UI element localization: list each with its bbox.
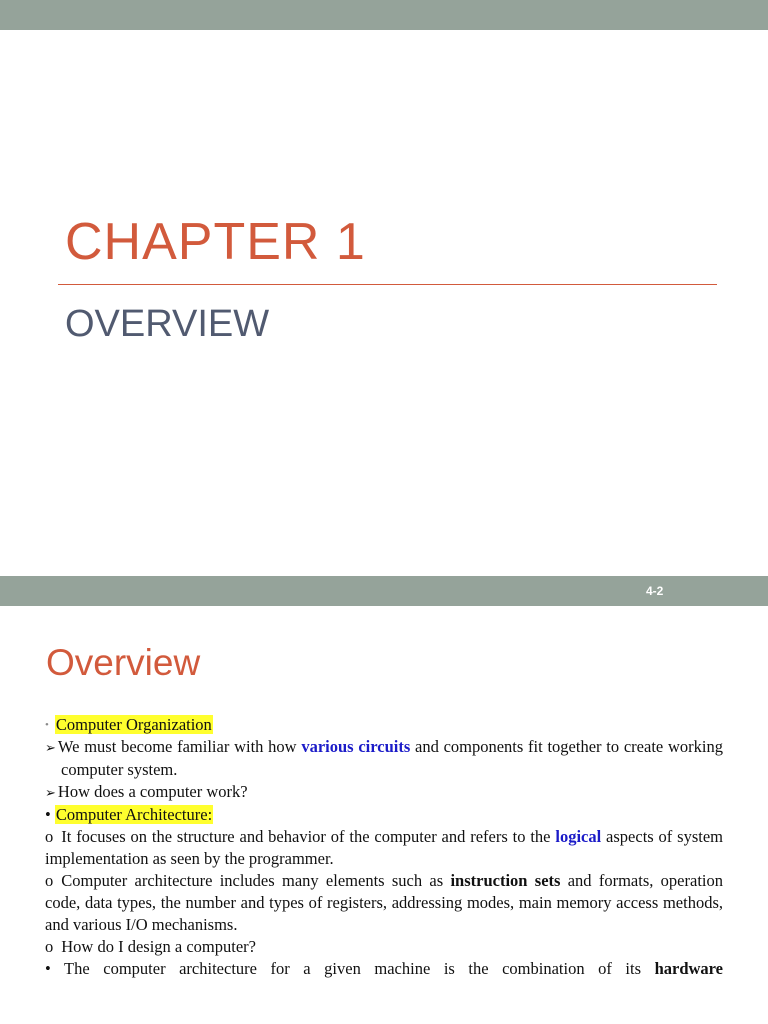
overview-heading: Overview: [46, 642, 201, 683]
list-item: [45, 804, 723, 826]
highlighted-term: Computer Organization: [55, 715, 212, 734]
keyword: instruction sets: [450, 871, 561, 890]
top-band: [0, 0, 768, 30]
list-item: [45, 714, 723, 736]
list-item: [45, 870, 723, 936]
slide-content: [45, 714, 723, 980]
arrow-bullet-icon: ➢: [45, 740, 56, 755]
round-bullet-icon: •: [45, 959, 51, 978]
text-span: The computer architecture for a given machine is the combination of its: [64, 959, 655, 978]
text-span: How does a computer work?: [57, 782, 248, 801]
list-item: [45, 736, 723, 781]
title-divider: [58, 284, 717, 285]
keyword: various circuits: [301, 737, 411, 756]
slide-number: 4-2: [646, 584, 664, 598]
text-span: and formats, operation code, data types, the number and types of registers, addressing modes, main memory access methods, and various I/O mechanisms.: [45, 871, 723, 934]
small-bullet-icon: •: [45, 719, 49, 731]
highlighted-term: Computer Architecture:: [55, 805, 213, 824]
list-item: [45, 958, 723, 980]
round-bullet-icon: •: [45, 805, 51, 824]
chapter-title: CHAPTER 1: [65, 213, 366, 271]
chapter-subtitle: OVERVIEW: [65, 303, 270, 345]
list-item: [45, 826, 723, 870]
text-span: aspects of system implementation as seen by the programmer.: [45, 827, 723, 868]
list-item: [45, 781, 723, 804]
keyword: hardware: [654, 959, 724, 978]
text-span: It focuses on the structure and behavior of the computer and refers to the: [61, 827, 556, 846]
list-item: [45, 936, 723, 958]
keyword: logical: [555, 827, 602, 846]
text-span: Computer architecture includes many elements such as: [61, 871, 451, 890]
text-span: and components fit together to create working computer system.: [61, 737, 723, 779]
circle-bullet-icon: o: [45, 827, 54, 846]
arrow-bullet-icon: ➢: [45, 785, 56, 800]
text-span: How do I design a computer?: [61, 937, 256, 956]
circle-bullet-icon: o: [45, 871, 54, 890]
text-span: We must become familiar with how: [57, 737, 302, 756]
circle-bullet-icon: o: [45, 937, 54, 956]
